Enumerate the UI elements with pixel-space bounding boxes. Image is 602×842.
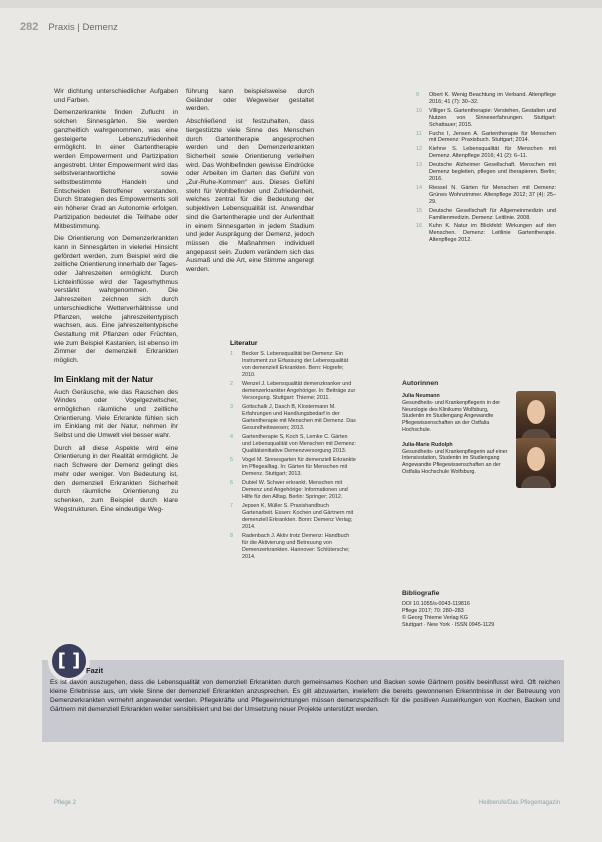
reference-item xyxy=(230,404,356,432)
author-entry xyxy=(402,442,510,476)
reference-item xyxy=(230,533,356,561)
author-entry xyxy=(402,393,510,434)
reference-item xyxy=(230,480,356,501)
reference-number: 5 xyxy=(230,457,233,463)
page-footer xyxy=(54,800,560,806)
bracket-icon: [ ] xyxy=(48,640,90,682)
paragraph: Durch all diese Aspekte wird eine Orientierung in der Realität ermöglicht. Je nach Schwere der Demenz gelingt dies mehr oder weniger. Von Bedeutung ist, den demenziell Erkrankten Sicherheit durch räumliche Orientierung zu schenken, zum Beispiel durch klare Wegstrukturen. Eine eindeutige Weg- xyxy=(54,444,178,513)
literature-title: Literatur xyxy=(230,340,258,347)
reference-number: 16 xyxy=(416,223,423,230)
section-heading: Im Einklang mit der Natur xyxy=(54,374,154,384)
reference-text: Jepsen K, Müller S. Praxishandbuch Gartenarbeit. Essen: Kochen und Gärtnern mit demenziell Erkrankten. Bonn: Demenz Verlag; 2014. xyxy=(242,503,354,530)
page-edge xyxy=(0,0,602,8)
reference-number: 13 xyxy=(416,162,423,169)
reference-text: Dubiel W. Schwer erkrankt. Menschen mit Demenz und Angehörige: Informationen und Hilfe für den Alltag. Berlin: Springer; 2012. xyxy=(242,480,348,500)
author-photo xyxy=(516,391,556,441)
paragraph: Abschließend ist festzuhalten, dass tiergestützte viele Sinne des Menschen durch Gartentherapie angesprochen werden und den Demenzerkrankten Sicherheit sowie Orientierung verleihen wird. Das Wohlbefinden gewisse Eindrücke oder Arbeiten im Garten das Gefühl von „Zur-Ruhe-Kommen“ aus. Dieses Gefühl steht für Wohlbefinden und Zufriedenheit, welches zentral für die Bedeutung der subjektiven Lebensqualität ist. Anwendbar sind die Gartentherapie und der Aufenthalt in einem Sinnesgarten in jedem Stadium und jeder Ausprägung der Demenz, jedoch müssen die Maßnahmen individuell angepasst sein. Zudem verändern sich das Ausmaß und die Art, eine Stimme angeregt werden. xyxy=(186,118,314,274)
reference-number: 6 xyxy=(230,480,233,486)
reference-item xyxy=(230,381,356,402)
footer-left: Pflege 2 xyxy=(54,800,77,806)
paragraph: Demenzerkrankte finden Zuflucht in solchen Sinnesgärten. Sie werden ganzheitlich wahrgenommen, was eine gesteigerte Lebenszufriedenheit ermöglicht. In einer Gartentherapie werden Empowerment und Partizipation angestrebt. Unter Empowerment wird das selbstverantwortliche sowie selbstbestimmte Handeln und Entscheiden Betroffener verstanden. Durch Strategien des Empowerments soll ein höherer Grad an Autonomie erfolgen. Partizipation bedeutet die Teilhabe oder Mitbestimmung. xyxy=(54,109,178,230)
reference-text: Gottschalk J, Dasch B, Klostermann M. Erfahrungen und Handlungsbedarf in der Gartentherapie mit Menschen mit Demenz. Das Gesundheitswesen; 2013. xyxy=(242,404,356,431)
reference-text: Wenzel J. Lebensqualität demenzkranker und demenzerkrankter Angehöriger. In: Beiträge zur Versorgung. Stuttgart: Thieme; 2011. xyxy=(242,381,356,401)
reference-number: 14 xyxy=(416,184,423,191)
reference-text: Deutsche Gesellschaft für Allgemeinmedizin und Familienmedizin. Demenz: Leitlinie. 2008. xyxy=(429,207,556,221)
running-head: Praxis | Demenz xyxy=(48,21,118,33)
reference-item xyxy=(230,457,356,478)
reference-text: Radenbach J. Aktiv trotz Demenz: Handbuch für die Aktivierung und Betreuung von Demenzerkrankten. Hannover: Schlütersche; 2014. xyxy=(242,533,350,560)
paragraph: Wir dichtung unterschiedlicher Aufgaben und Farben. xyxy=(54,88,178,104)
reference-item xyxy=(416,208,556,222)
reference-number: 7 xyxy=(230,503,233,509)
bibliography-box xyxy=(402,590,532,629)
authors-title: Autorinnen xyxy=(402,380,439,387)
reference-text: Riessel N. Gärten für Menschen mit Demenz: Grünes Wohnzimmer. Altenpflege 2012; 37 (4): 25–29. xyxy=(429,184,556,205)
reference-item xyxy=(416,223,556,244)
reference-text: Vogel M. Sinnesgarten für demenziell Erkrankte im Pflegealltag. In: Gärten für Menschen mit Demenz. Stuttgart; 2013. xyxy=(242,457,356,477)
paragraph: Die Orientierung von Demenzerkrankten kann in Sinnesgärten in vielerlei Hinsicht gefördert werden, zum Beispiel wird die zeitliche Orientierung innerhalb der Tages- oder Jahreszeiten ermöglicht. Durch Lichteinflüsse wird der Tagesrhythmus verstärkt wahrgenommen. Die Jahreszeiten zeichnen sich durch unterschiedliche Wetterverhältnisse und Pflanzen, welche jahreszeitentypisch wachsen, aus. Eine jahreszeitentypische Gestaltung mit Pflanzen oder Früchten, wie zum Beispiel Kastanien, ist ebenso im Zimmer der demenziell Erkrankten möglich. xyxy=(54,235,178,365)
text-column-2 xyxy=(186,88,314,279)
reference-item xyxy=(416,185,556,206)
reference-item xyxy=(416,146,556,160)
text-column-3 xyxy=(416,92,556,246)
bibliography-line: Stuttgart · New York · ISSN 0945-1129 xyxy=(402,622,495,628)
paragraph: führung kann beispielsweise durch Geländer oder Wegweiser gestaltet werden. xyxy=(186,88,314,113)
reference-text: Deutsche Alzheimer Gesellschaft. Menschen mit Demenz begleiten, pflegen und therapieren. Berlin; 2016. xyxy=(429,162,556,182)
reference-item xyxy=(230,503,356,531)
bibliography-line: DOI 10.1055/s-0043-119816 xyxy=(402,601,470,607)
reference-number: 9 xyxy=(416,92,420,98)
reference-item xyxy=(416,162,556,183)
footer-right: Heilberufe/Das Pflegemagazin xyxy=(478,800,560,806)
reference-number: 8 xyxy=(230,533,233,539)
reference-text: Obert K. Wenig Beachtung im Verband. Altenpflege 2016; 41 (7): 30–32. xyxy=(429,92,556,105)
author-name: Julia Neumann xyxy=(402,393,440,399)
bibliography-title: Bibliografie xyxy=(402,590,440,597)
author-photo xyxy=(516,438,556,488)
reference-text: Villiger S. Gartentherapie: Verstehen, Gestalten und Nutzen von Sinneserfahrungen. Stuttgart: Schattauer; 2015. xyxy=(429,107,556,128)
text-column-1 xyxy=(54,88,178,518)
conclusion-title: Fazit xyxy=(86,666,104,675)
author-name: Julia-Marie Rudolph xyxy=(402,441,453,448)
reference-text: Kuhn K. Natur im Blickfeld: Wirkungen auf den Menschen. Demenz: Leitlinie Gartentherapie. Altenpflege 2012. xyxy=(429,223,556,244)
reference-text: Becker S. Lebensqualität bei Demenz: Ein Instrument zur Erfassung der Lebensqualität von demenziell Erkrankten. Bern: Hogrefe; 2010. xyxy=(242,351,349,378)
paragraph: Auch Geräusche, wie das Rauschen des Windes oder Vogelgezwitscher, ermöglichen räumliche und zeitliche Orientierung. Viele Erkrankte fühlen sich im Einklang mit der Natur, nehmen ihr Selbst und die Umwelt viel besser wahr. xyxy=(54,388,178,440)
reference-text: Kiehne S. Lebensqualität für Menschen mit Demenz. Altenpflege 2016; 41 (2): 6–11. xyxy=(429,146,556,160)
reference-item xyxy=(416,131,556,145)
conclusion-box xyxy=(42,650,564,742)
reference-number: 2 xyxy=(230,381,233,387)
reference-item xyxy=(230,434,356,455)
page-number: 282 xyxy=(20,21,39,33)
reference-number: 15 xyxy=(416,207,423,214)
bibliography-line: Pflege 2017; 70: 280–283 xyxy=(402,608,464,614)
reference-number: 4 xyxy=(230,434,233,440)
reference-text: Fuchs I, Jensen A. Gartentherapie für Menschen mit Demenz: Praxisbuch. Stuttgart; 2014. xyxy=(429,130,556,144)
reference-text: Gartentherapie S, Koch S, Lemke C. Gärten und Lebensqualität von Menschen mit Demenz: Qualitätsinitiative Demenzversorgung 2013. xyxy=(242,434,356,454)
reference-number: 1 xyxy=(230,351,233,357)
conclusion-text: Es ist davon auszugehen, dass die Lebensqualität von demenziell Erkrankten durch gemeinsames Kochen und Backen sowie Gärtnern positiv beeinflusst wird. Oft reichen kleine Erlebnisse aus, um viele Sinne der demenziell Erkrankten anzusprechen. Es gilt abzuwarten, inwiefern die bereits gewonnenen Erkenntnisse in der Betreuung von Demenzerkrankten vermehrt angewendet werden. Pflegekräfte und Pflegeeinrichtungen müssen demenzspezifisch für die positiven Auswirkungen von Kochen, Backen und Gärtnern mit demenziell Erkrankten weiter sensibilisiert und bei der Umsetzung neuer Projekte unterstützt werden. xyxy=(50,679,560,713)
authors-box xyxy=(402,380,556,484)
reference-item xyxy=(416,92,556,106)
reference-number: 12 xyxy=(416,146,423,153)
reference-number: 11 xyxy=(416,130,422,137)
reference-item xyxy=(416,108,556,129)
author-bio: Gesundheits- und Krankenpflegerin in der Neurologie des Klinikums Wolfsburg, Studentin im Studiengang Angewandte Pflegewissenschaften an der Ostfalia Hochschule. xyxy=(402,399,501,433)
literature-list xyxy=(230,340,356,563)
page-header xyxy=(20,20,118,34)
reference-number: 10 xyxy=(416,107,423,114)
reference-item xyxy=(230,351,356,379)
reference-number: 3 xyxy=(230,404,233,410)
author-bio: Gesundheits- und Krankenpflegerin auf einer Intensivstation, Studentin im Studiengang Angewandte Pflegewissenschaften an der Ostfalia Hochschule Wolfsburg. xyxy=(402,448,508,475)
bibliography-line: © Georg Thieme Verlag KG xyxy=(402,615,468,621)
